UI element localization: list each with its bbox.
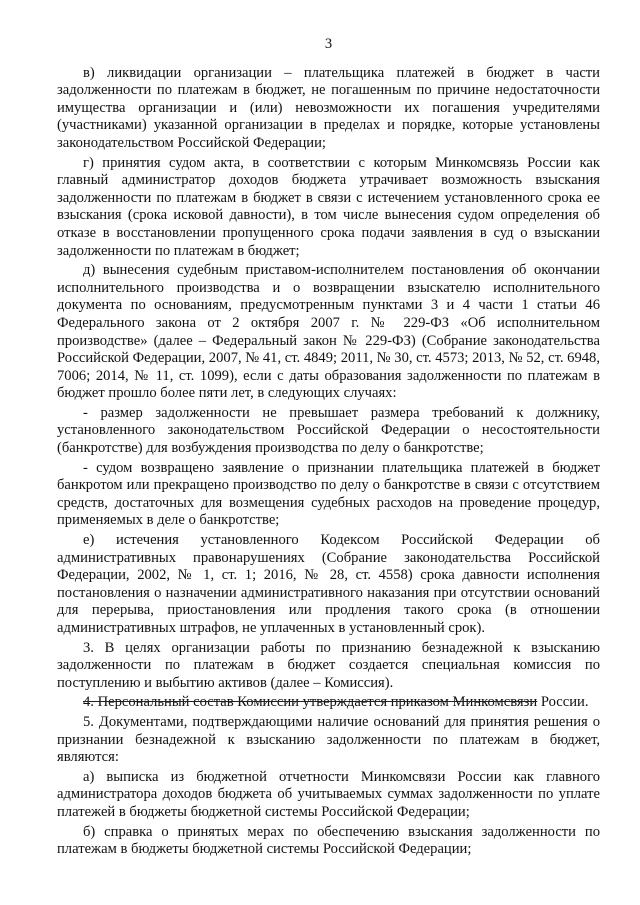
paragraph-4-tail: России. bbox=[537, 694, 589, 711]
paragraph-a-budget-statement: а) выписка из бюджетной отчетности Минкомсвязи России как главного администратора доходов бюджета об учитываемых суммах задолженности по уплате платежей в бюджеты бюджетной системы Российской Федерации; bbox=[57, 768, 600, 820]
paragraph-d-bailiff-decision: д) вынесения судебным приставом-исполнителем постановления об окончании исполнительного производства и о возвращении взыскателю исполнительного документа по основаниям, предусмотренным пунктами 3 и 4 части 1 статьи 46 Федерального закона от 2 октября 2007 г. № 229-ФЗ «Об исполнительном производстве» (далее – Федеральный закон № 229-ФЗ) (Собрание законодательства Российской Федерации, 2007, № 41, ст. 4849; 2011, № 30, ст. 4573; 2013, № 52, ст. 6948, 7006; 2014, № 11, ст. 1099), если с даты образования задолженности по платежам в бюджет прошло более пяти лет, в следующих случаях: bbox=[57, 262, 600, 402]
paragraph-g-court-act: г) принятия судом акта, в соответствии с которым Минкомсвязь России как главный администратор доходов бюджета утрачивает возможность взыскания задолженности по платежам в бюджет в связи с истечением установленного срока ее взыскания (срока исковой давности), в том числе вынесения судом определения об отказе в восстановлении пропущенного срока подачи заявления в суд о взыскании задолженности по платежам в бюджет; bbox=[57, 154, 600, 259]
paragraph-5-documents: 5. Документами, подтверждающими наличие оснований для принятия решения о признании безнадежной к взысканию задолженности по платежам в бюджет, являются: bbox=[57, 713, 600, 766]
paragraph-v-liquidation: в) ликвидации организации – плательщика платежей в бюджет в части задолженности по платежам в бюджет, не погашенным по причине недостаточности имущества организации и (или) невозможности их погашения учредителями (участниками) указанной организации в пределах и порядке, которые установлены законодательством Российской Федерации; bbox=[57, 64, 600, 151]
list-item-bankruptcy-returned: - судом возвращено заявление о признании плательщика платежей в бюджет банкротом или прекращено производство по делу о банкротстве в связи с отсутствием средств, достаточных для возмещения судебных расходов на проведение процедур, применяемых в деле о банкротстве; bbox=[57, 459, 600, 529]
struck-text: 4. Персональный состав Комиссии утверждается приказом Минкомсвязи bbox=[83, 694, 538, 711]
paragraph-b-measures-certificate: б) справка о принятых мерах по обеспечению взыскания задолженности по платежам в бюджеты бюджетной системы Российской Федерации; bbox=[57, 823, 600, 858]
paragraph-3-commission: 3. В целях организации работы по признанию безнадежной к взысканию задолженности по платежам в бюджет создается специальная комиссия по поступлению и выбытию активов (далее – Комиссия). bbox=[57, 639, 600, 691]
list-item-debt-size: - размер задолженности не превышает размера требований к должнику, установленного законодательством Российской Федерации о несостоятельности (банкротстве) для возбуждения производства по делу о банкротстве; bbox=[57, 404, 600, 457]
paragraph-4-commission-composition bbox=[57, 694, 600, 712]
paragraph-e-limitation-period: е) истечения установленного Кодексом Российской Федерации об административных правонарушениях (Собрание законодательства Российской Федерации, 2002, № 1, ст. 1; 2016, № 28, ст. 4558) срока давности исполнения постановления о назначении административного наказания при отсутствии оснований для перерыва, приостановления или продления такого срока (в отношении административных штрафов, не уплаченных в установленный срок). bbox=[57, 532, 600, 636]
page-number: 3 bbox=[324, 36, 333, 52]
